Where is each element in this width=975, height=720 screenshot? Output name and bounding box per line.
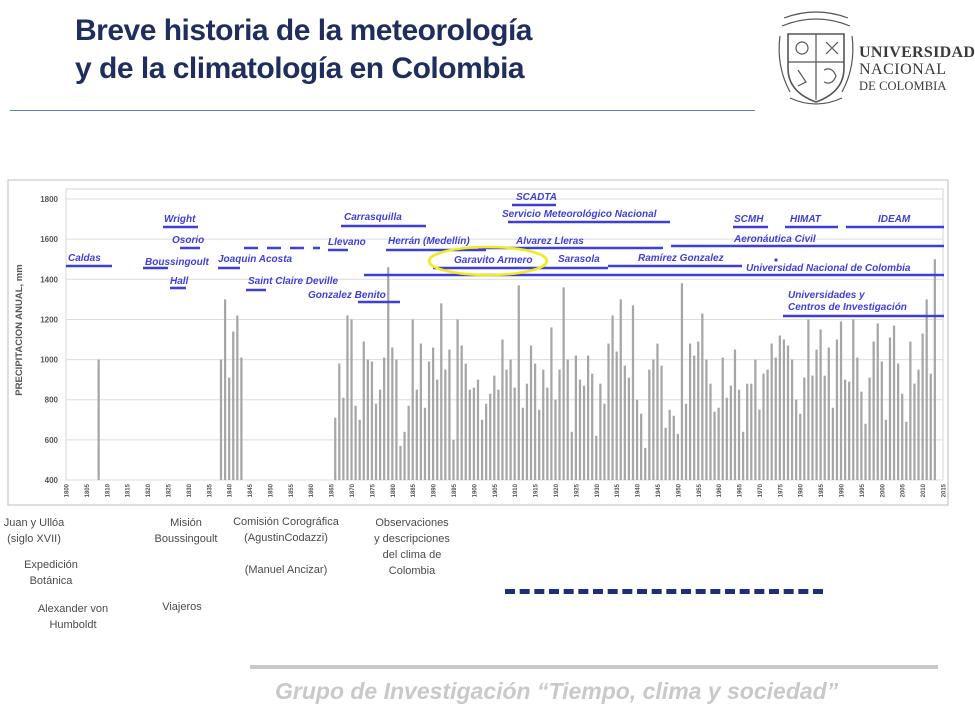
y-tick-label: 800	[44, 395, 58, 405]
precip-bar	[481, 420, 483, 480]
precip-bar	[718, 408, 720, 480]
era-viajeros	[147, 599, 217, 615]
precip-bar	[375, 404, 377, 480]
precip-bar	[98, 360, 100, 480]
precip-bar	[546, 388, 548, 480]
precip-bar	[371, 362, 373, 480]
precip-bar	[836, 340, 838, 480]
y-tick-label: 400	[44, 476, 58, 485]
precip-bar	[526, 384, 528, 480]
precipitation-timeline-chart	[8, 180, 948, 505]
precip-bar	[428, 362, 430, 480]
precip-bar	[436, 380, 438, 480]
precip-bar	[236, 315, 238, 480]
university-line-2: NACIONAL	[859, 61, 947, 78]
precip-bar	[379, 390, 381, 480]
precip-bar	[575, 356, 577, 480]
precip-bar	[391, 348, 393, 480]
timeline-label-ramirez-gonzalez: Ramírez Gonzalez	[638, 253, 724, 264]
precip-bar	[868, 378, 870, 480]
precip-bar	[701, 313, 703, 480]
precip-bar	[424, 408, 426, 480]
precip-bar	[787, 346, 789, 480]
footer-divider	[250, 665, 938, 669]
precip-bar	[485, 404, 487, 480]
precip-bar	[334, 418, 336, 480]
precip-bar	[538, 410, 540, 480]
x-tick-label: 1930	[594, 484, 601, 498]
x-tick-label: 1885	[411, 484, 418, 498]
precip-bar	[620, 299, 622, 480]
precip-bar	[909, 342, 911, 480]
precip-bar	[432, 348, 434, 480]
precip-bar	[926, 299, 928, 480]
precip-bar	[877, 323, 879, 480]
precip-bar	[897, 364, 899, 480]
x-tick-label: 1905	[492, 484, 499, 498]
timeline-label-herran: Herrán (Medellín)	[388, 236, 470, 247]
y-tick-label: 1200	[40, 315, 58, 325]
precip-bar	[558, 370, 560, 480]
timeline-label-scadta: SCADTA	[516, 192, 557, 203]
university-line-3: DE COLOMBIA	[859, 79, 947, 93]
era-line: (siglo XVII)	[7, 533, 61, 545]
precip-bar	[889, 338, 891, 480]
precip-bar	[416, 390, 418, 480]
timeline-label-smn: Servicio Meteorológico Nacional	[502, 209, 657, 220]
precip-bar	[799, 414, 801, 480]
precip-bar	[873, 342, 875, 480]
precip-bar	[734, 350, 736, 480]
precip-bar	[530, 346, 532, 480]
precip-bar	[921, 333, 923, 480]
precip-bar	[346, 315, 348, 480]
precip-bar	[771, 344, 773, 480]
precip-bar	[550, 327, 552, 480]
era-line: Misión	[170, 517, 202, 529]
precip-bar	[399, 446, 401, 480]
precip-bar	[363, 342, 365, 480]
precip-bar	[440, 303, 442, 480]
precip-bar	[820, 329, 822, 480]
precip-bar	[509, 360, 511, 480]
precip-bar	[456, 319, 458, 480]
precip-bar	[844, 380, 846, 480]
precip-bar	[685, 404, 687, 480]
x-tick-label: 2010	[921, 484, 928, 498]
precip-bar	[648, 370, 650, 480]
precip-bar	[383, 358, 385, 480]
precip-bar	[901, 394, 903, 480]
era-line: Juan y Ullóa	[3, 517, 65, 529]
precip-bar	[828, 348, 830, 480]
precip-bar	[905, 422, 907, 480]
precip-bar	[840, 321, 842, 480]
university-logo	[776, 6, 975, 110]
x-tick-label: 1860	[309, 484, 316, 498]
x-tick-label: 1915	[533, 484, 540, 498]
university-line-1: UNIVERSIDAD	[859, 44, 975, 61]
y-tick-label: 1600	[40, 235, 58, 245]
precip-bar	[591, 374, 593, 480]
footer-group-name: Grupo de Investigación “Tiempo, clima y sociedad”	[275, 678, 839, 704]
precip-bar	[652, 360, 654, 480]
timeline-label-wright: Wright	[164, 214, 196, 225]
x-tick-label: 1945	[655, 484, 662, 498]
era-comision-corografica	[224, 514, 348, 546]
precip-bar	[587, 356, 589, 480]
x-tick-label: 1850	[268, 484, 275, 498]
precip-bar	[628, 378, 630, 480]
precip-bar	[408, 406, 410, 480]
precip-bar	[930, 374, 932, 480]
x-tick-label: 1875	[370, 484, 377, 498]
timeline-label-garavito-armero: Garavito Armero	[454, 255, 533, 266]
x-tick-label: 1865	[329, 484, 336, 498]
x-tick-label: 1815	[125, 484, 132, 498]
precip-bar	[611, 315, 613, 480]
precip-bar	[730, 386, 732, 480]
x-tick-label: 1970	[757, 484, 764, 498]
precip-bar	[583, 386, 585, 480]
era-mision-boussingoult	[143, 515, 229, 547]
x-tick-label: 1835	[207, 484, 214, 498]
crest-icon	[776, 6, 856, 110]
timeline-label-sarasola: Sarasola	[558, 254, 600, 265]
precip-bar	[795, 400, 797, 480]
precip-bar	[705, 360, 707, 480]
precip-bar	[811, 376, 813, 480]
timeline-label-universidades: Universidades y	[788, 290, 865, 301]
precip-bar	[563, 287, 565, 480]
timeline-label-caldas: Caldas	[68, 253, 101, 264]
precip-bar	[501, 340, 503, 480]
precip-bar	[689, 344, 691, 480]
precip-bar	[395, 360, 397, 480]
era-line: Viajeros	[162, 601, 202, 613]
title-divider	[10, 110, 755, 111]
x-tick-label: 1955	[696, 484, 703, 498]
precip-bar	[864, 424, 866, 480]
precip-bar	[783, 340, 785, 480]
precip-bar	[742, 432, 744, 480]
timeline-label-boussingoult: Boussingoult	[145, 257, 209, 268]
x-tick-label: 1805	[84, 484, 91, 498]
precip-bar	[579, 380, 581, 480]
precip-bar	[758, 410, 760, 480]
precip-bar	[354, 406, 356, 480]
precip-bar	[542, 370, 544, 480]
x-tick-label: 1995	[859, 484, 866, 498]
precip-bar	[359, 420, 361, 480]
precip-bar	[603, 404, 605, 480]
precip-bar	[452, 440, 454, 480]
precip-bar	[534, 364, 536, 480]
precip-bar	[444, 370, 446, 480]
precip-bar	[640, 414, 642, 480]
precip-bar	[567, 360, 569, 480]
precip-bar	[448, 350, 450, 480]
x-tick-label: 1935	[615, 484, 622, 498]
x-tick-label: 1940	[635, 484, 642, 498]
x-tick-label: 1820	[146, 484, 153, 498]
era-line: Alexander von	[37, 603, 109, 615]
x-tick-label: 1845	[248, 484, 255, 498]
era-expedicion-botanica	[15, 557, 87, 589]
precip-bar	[673, 416, 675, 480]
timeline-label-universidad-nacional: Universidad Nacional de Colombia	[746, 263, 911, 274]
chart-svg	[8, 180, 948, 505]
x-tick-label: 1810	[105, 484, 112, 498]
era-line: Colombia	[388, 565, 436, 577]
precip-bar	[656, 344, 658, 480]
title-line-1: Breve historia de la meteorología	[75, 14, 532, 47]
precip-bar	[465, 364, 467, 480]
precip-bar	[232, 331, 234, 480]
x-tick-label: 1830	[186, 484, 193, 498]
precip-bar	[636, 400, 638, 480]
x-tick-label: 1920	[553, 484, 560, 498]
precip-bar	[832, 408, 834, 480]
precip-bar	[338, 364, 340, 480]
slide-title	[75, 12, 532, 88]
precip-bar	[815, 350, 817, 480]
timeline-label-llevano: Llevano	[328, 237, 366, 248]
precip-bar	[738, 390, 740, 480]
precip-bar	[616, 352, 618, 480]
x-tick-label: 1825	[166, 484, 173, 498]
precip-bar	[669, 410, 671, 480]
precip-bar	[665, 428, 667, 480]
precip-bar	[803, 378, 805, 480]
precip-bar	[885, 420, 887, 480]
precip-bar	[473, 388, 475, 480]
era-line: Comisión Corográfica	[233, 516, 339, 528]
precip-bar	[477, 380, 479, 480]
timeline-label-aeronautica: Aeronáutica Civil	[734, 234, 816, 245]
precip-bar	[469, 390, 471, 480]
precip-bar	[240, 358, 242, 480]
era-manuel-ancizar	[230, 562, 342, 578]
precip-bar	[775, 358, 777, 480]
precip-bar	[367, 360, 369, 480]
precip-bar	[893, 325, 895, 480]
precip-bar	[807, 319, 809, 480]
x-tick-label: 1950	[676, 484, 683, 498]
precip-bar	[228, 378, 230, 480]
precip-bar	[750, 384, 752, 480]
precip-bar	[791, 360, 793, 480]
precip-bar	[632, 305, 634, 480]
x-tick-label: 1990	[839, 484, 846, 498]
timeline-label-saint-claire: Saint Claire Deville	[248, 276, 339, 287]
precip-bar	[571, 432, 573, 480]
precip-bar	[779, 336, 781, 480]
x-tick-label: 1890	[431, 484, 438, 498]
era-line: Expedición	[24, 559, 78, 571]
era-line: Humboldt	[49, 619, 97, 631]
precip-bar	[881, 362, 883, 480]
precip-bar	[693, 356, 695, 480]
precip-bar	[852, 319, 854, 480]
precip-bar	[607, 344, 609, 480]
precip-bar	[856, 358, 858, 480]
timeline-label-osorio: Osorio	[172, 235, 205, 246]
timeline-label-joaquin-acosta: Joaquin Acosta	[218, 254, 293, 265]
x-tick-label: 1870	[350, 484, 357, 498]
precip-bar	[595, 436, 597, 480]
timeline-label-scmh: SCMH	[734, 214, 764, 225]
era-humboldt	[25, 601, 121, 633]
y-axis-label: PRECIPITACION ANUAL, mm	[14, 264, 25, 396]
y-tick-label: 1800	[40, 195, 58, 205]
precip-bar	[660, 366, 662, 480]
precip-bar	[493, 376, 495, 480]
precip-bar	[554, 400, 556, 480]
precip-bar	[709, 384, 711, 480]
x-tick-label: 1895	[452, 484, 459, 498]
precip-bar	[644, 448, 646, 480]
x-tick-label: 1855	[288, 484, 295, 498]
precip-bar	[461, 346, 463, 480]
precip-bar	[350, 319, 352, 480]
era-line: (Manuel Ancizar)	[244, 564, 328, 576]
x-tick-label: 1985	[819, 484, 826, 498]
precip-bar	[514, 388, 516, 480]
x-tick-label: 1980	[798, 484, 805, 498]
precip-bar	[722, 358, 724, 480]
timeline-label-alvarez-lleras: Alvarez Lleras	[516, 236, 584, 247]
precip-bar	[489, 394, 491, 480]
dashed-marker-line	[505, 589, 823, 594]
precip-bar	[746, 384, 748, 480]
x-tick-label: 1910	[513, 483, 520, 498]
x-tick-label: 1800	[64, 484, 71, 498]
x-tick-label: 1925	[574, 484, 581, 498]
era-line: Boussingoult	[154, 533, 218, 545]
precip-bar	[224, 299, 226, 480]
precip-bar	[754, 360, 756, 480]
era-juan-ulloa	[0, 515, 70, 547]
precip-bar	[342, 398, 344, 480]
y-tick-label: 1000	[40, 355, 58, 365]
precip-bar	[220, 360, 222, 480]
precip-bar	[522, 408, 524, 480]
precip-bar	[599, 384, 601, 480]
precip-bar	[497, 390, 499, 480]
precip-bar	[681, 283, 683, 480]
x-tick-label: 1840	[227, 484, 234, 498]
precip-bar	[387, 267, 389, 480]
era-line: del clima de	[382, 549, 442, 561]
timeline-marker-dot	[774, 258, 777, 261]
x-tick-label: 1965	[737, 484, 744, 498]
precip-bar	[726, 398, 728, 480]
precip-bar	[697, 342, 699, 480]
timeline-label-centros: Centros de Investigación	[788, 302, 907, 313]
precip-bar	[420, 344, 422, 480]
precip-bar	[412, 319, 414, 480]
x-tick-label: 2005	[900, 484, 907, 498]
x-tick-label: 1880	[390, 484, 397, 498]
university-name	[859, 44, 975, 95]
precip-bar	[762, 374, 764, 480]
precip-bar	[518, 285, 520, 480]
x-tick-label: 1975	[778, 484, 785, 498]
era-line: (AgustinCodazzi)	[244, 532, 328, 544]
x-tick-label: 1960	[717, 484, 724, 498]
precip-bar	[624, 366, 626, 480]
precip-bar	[677, 434, 679, 480]
precip-bar	[713, 412, 715, 480]
precip-bar	[824, 376, 826, 480]
y-tick-label: 1400	[40, 275, 58, 285]
title-line-2: y de la climatología en Colombia	[75, 52, 525, 85]
timeline-label-gonzalez-benito: Gonzalez Benito	[308, 290, 386, 301]
timeline-label-himat: HIMAT	[790, 214, 821, 225]
precip-bar	[403, 432, 405, 480]
timeline-label-carrasquilla: Carrasquilla	[344, 212, 402, 223]
x-tick-label: 2000	[880, 484, 887, 498]
precip-bar	[913, 384, 915, 480]
era-line: y descripciones	[374, 533, 450, 545]
precip-bar	[505, 370, 507, 480]
era-line: Botánica	[29, 575, 73, 587]
x-tick-label: 1900	[472, 484, 479, 498]
precip-bar	[860, 392, 862, 480]
era-observaciones	[362, 515, 462, 579]
precip-bar	[848, 382, 850, 480]
x-tick-label: 2015	[941, 484, 948, 498]
timeline-label-ideam: IDEAM	[878, 214, 911, 225]
y-tick-label: 600	[44, 435, 58, 445]
precip-bar	[934, 259, 936, 480]
precip-bar	[766, 370, 768, 480]
timeline-label-hall: Hall	[170, 276, 189, 287]
era-line: Observaciones	[375, 517, 449, 529]
precip-bar	[917, 370, 919, 480]
